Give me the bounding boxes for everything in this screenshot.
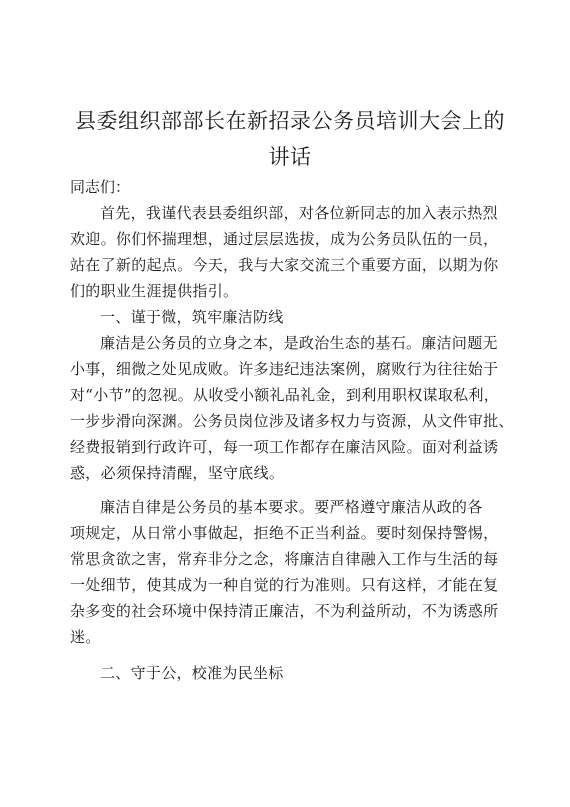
section-heading-2: 二、守于公，校准为民坐标: [100, 664, 284, 682]
paragraph-2-line-1: 廉洁是公务员的立身之本，是政治生态的基石。廉洁问题无: [100, 334, 498, 352]
paragraph-2-line-3: 对“小节”的忽视。从收受小额礼品礼金，到利用职权谋取私利，: [70, 386, 500, 404]
document-body: [70, 200, 514, 700]
paragraph-3-line-3: 常思贪欲之害，常弃非分之念，将廉洁自律融入工作与生活的每: [70, 550, 499, 568]
paragraph-1-line-1: 首先，我谨代表县委组织部，对各位新同志的加入表示热烈: [100, 204, 498, 222]
paragraph-3-line-2: 项规定，从日常小事做起，拒绝不正当利益。要时刻保持警惕，: [70, 524, 499, 542]
paragraph-1-line-4: 们的职业生涯提供指引。: [70, 282, 239, 300]
paragraph-2-line-6: 惑，必须保持清醒，坚守底线。: [70, 464, 285, 482]
section-heading-1: 一、谨于微，筑牢廉洁防线: [100, 308, 284, 326]
paragraph-2-line-2: 小事，细微之处见成败。许多违纪违法案例，腐败行为往往始于: [70, 360, 499, 378]
paragraph-3-line-4: 一处细节，使其成为一种自觉的行为准则。只有这样，才能在复: [70, 576, 499, 594]
paragraph-3-line-6: 迷。: [70, 628, 101, 646]
paragraph-2-line-4: 一步步滑向深渊。公务员岗位涉及诸多权力与资源，从文件审批、: [70, 412, 514, 430]
document-title-line-2: 讲话: [268, 145, 312, 169]
document-title-line-1: 县委组织部部长在新招录公务员培训大会上的: [75, 109, 505, 133]
paragraph-1-line-3: 站在了新的起点。今天，我与大家交流三个重要方面，以期为你: [70, 256, 499, 274]
paragraph-1-line-2: 欢迎。你们怀揣理想，通过层层选拔，成为公务员队伍的一员，: [70, 230, 499, 248]
paragraph-3-line-5: 杂多变的社会环境中保持清正廉洁，不为利益所动，不为诱惑所: [70, 602, 499, 620]
paragraph-3-line-1: 廉洁自律是公务员的基本要求。要严格遵守廉洁从政的各: [100, 498, 483, 516]
paragraph-2-line-5: 经费报销到行政许可，每一项工作都存在廉洁风险。面对利益诱: [70, 438, 499, 456]
greeting: 同志们：: [70, 178, 131, 196]
